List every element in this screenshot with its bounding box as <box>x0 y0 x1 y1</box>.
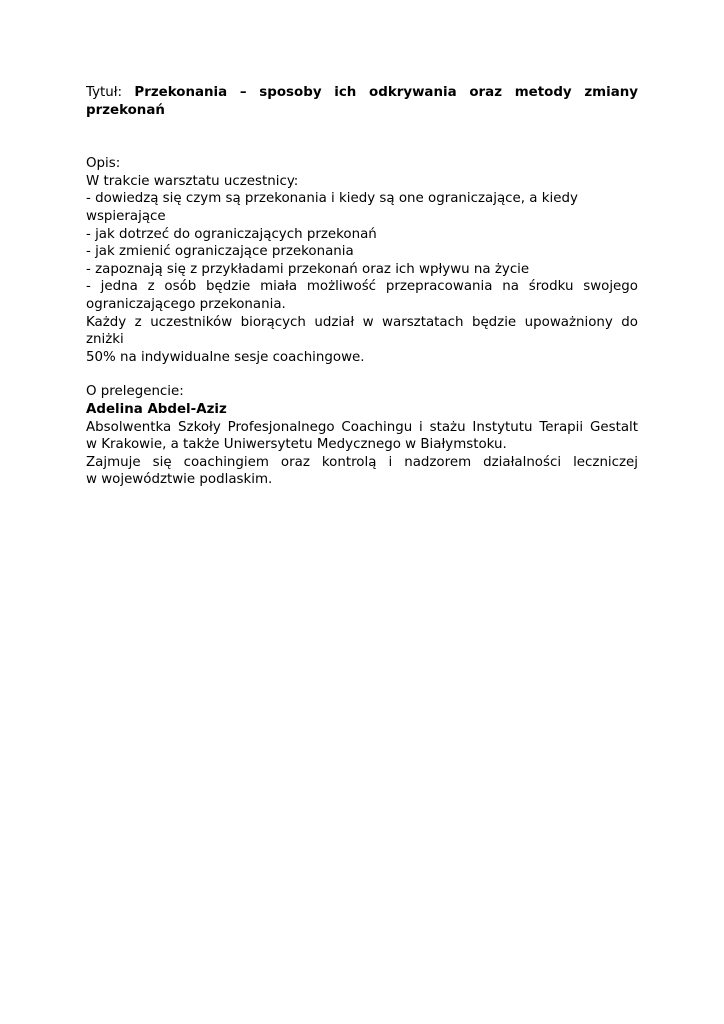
spacer <box>86 119 638 155</box>
description-heading: Opis: <box>86 156 121 172</box>
list-item: - zapoznają się z przykładami przekonań oraz ich wpływu na życie <box>86 261 530 277</box>
title-text: Przekonania – sposoby ich odkrywania oraz metody zmiany <box>134 85 639 100</box>
list-item: - jak zmienić ograniczające przekonania <box>86 244 354 260</box>
document-page <box>86 84 638 489</box>
list-item-continued: ograniczającego przekonania. <box>86 296 286 312</box>
list-item: - jedna z osób będzie miała możliwość przepracowania na środku swojego <box>86 279 638 295</box>
speaker-bio-continued: w Krakowie, a także Uniwersytetu Medycznego w Białymstoku. <box>86 437 507 453</box>
speaker-work-continued: w województwie podlaskim. <box>86 472 273 488</box>
list-item: - jak dotrzeć do ograniczających przekonań <box>86 226 377 242</box>
speaker-work: Zajmuje się coachingiem oraz kontrolą i nadzorem działalności leczniczej <box>86 454 638 470</box>
discount-text-continued: 50% na indywidualne sesje coachingowe. <box>86 349 365 365</box>
title-line-2 <box>86 102 638 120</box>
list-item: - dowiedzą się czym są przekonania i kiedy są one ograniczające, a kiedy wspierające <box>86 191 578 224</box>
speaker-name: Adelina Abdel-Aziz <box>86 401 227 417</box>
speaker-heading: O prelegencie: <box>86 384 184 400</box>
spacer <box>86 366 638 383</box>
discount-text: Każdy z uczestników biorących udział w warsztatach będzie upoważniony do zniżki <box>86 314 638 348</box>
title-text-continued: przekonań <box>86 102 165 118</box>
title-label: Tytuł: <box>86 85 123 100</box>
description-intro: W trakcie warsztatu uczestnicy: <box>86 173 299 189</box>
title-line-1 <box>86 84 638 102</box>
speaker-bio: Absolwentka Szkoły Profesjonalnego Coachingu i stażu Instytutu Terapii Gestalt <box>86 419 638 435</box>
